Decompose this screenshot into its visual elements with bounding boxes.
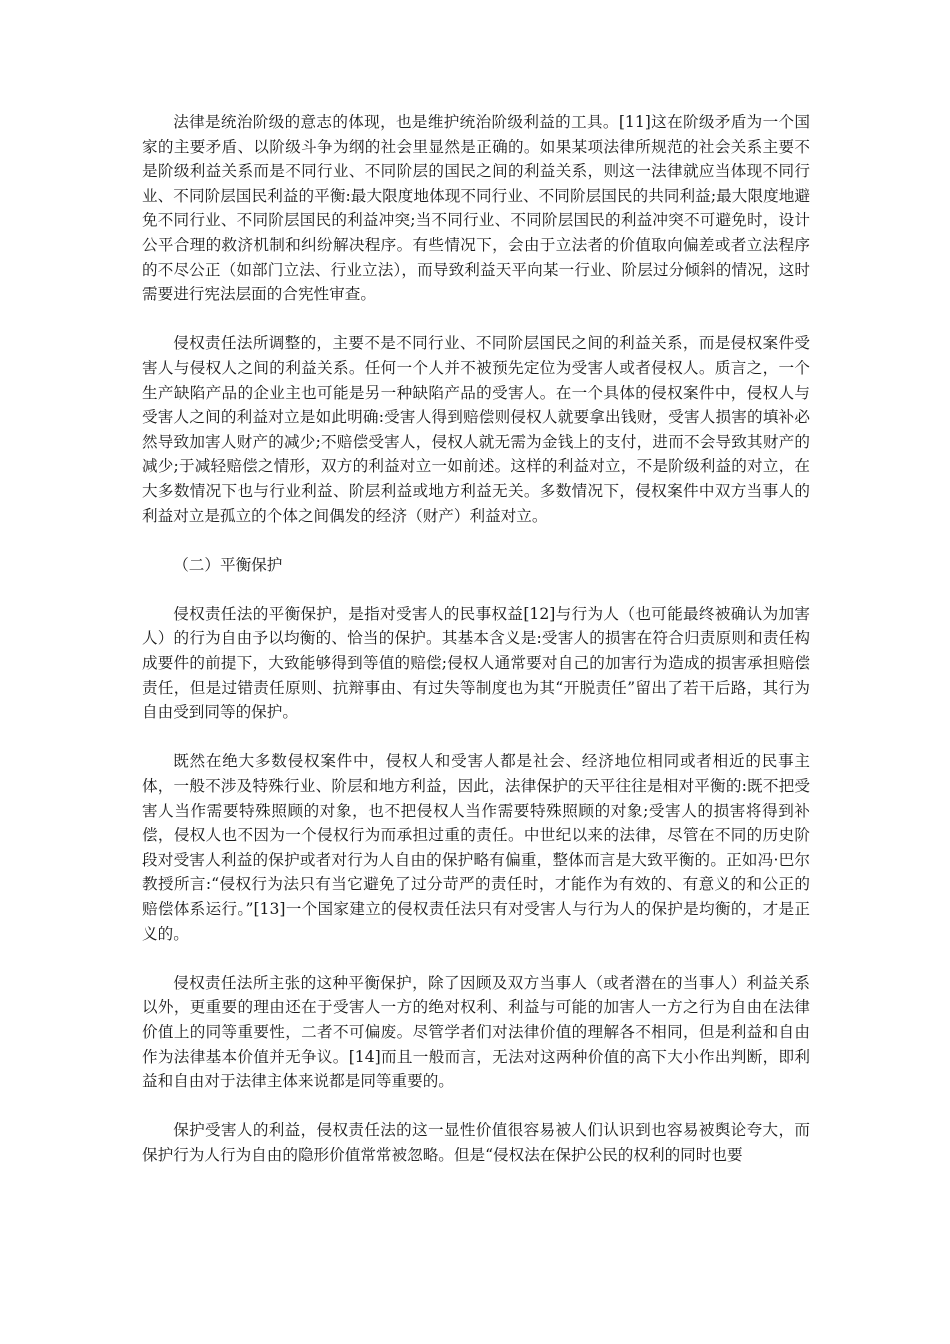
paragraph-1: 法律是统治阶级的意志的体现，也是维护统治阶级利益的工具。[11]这在阶级矛盾为一个国家的主要矛盾、以阶级斗争为纲的社会里显然是正确的。如果某项法律所规范的社会关系主要不是阶级利益关系而是不同行业、不同阶层的国民之间的利益关系，则这一法律就应当体现不同行业、不同阶层国民利益的平衡:最大限度地体现不同行业、不同阶层国民的共同利益;最大限度地避免不同行业、不同阶层国民的利益冲突;当不同行业、不同阶层国民的利益冲突不可避免时，设计公平合理的救济机制和纠纷解决程序。有些情况下，会由于立法者的价值取向偏差或者立法程序的不尽公正（如部门立法、行业立法），而导致利益天平向某一行业、阶层过分倾斜的情况，这时需要进行宪法层面的合宪性审查。 xyxy=(142,113,810,304)
paragraph-6: 保护受害人的利益，侵权责任法的这一显性价值很容易被人们认识到也容易被舆论夸大，而保护行为人行为自由的隐形价值常常被忽略。但是“侵权法在保护公民的权利的同时也要 xyxy=(142,1121,810,1164)
paragraph-3: 侵权责任法的平衡保护，是指对受害人的民事权益[12]与行为人（也可能最终被确认为加害人）的行为自由予以均衡的、恰当的保护。其基本含义是:受害人的损害在符合归责原则和责任构成要件的前提下，大致能够得到等值的赔偿;侵权人通常要对自己的加害行为造成的损害承担赔偿责任，但是过错责任原则、抗辩事由、有过失等制度也为其“开脱责任”留出了若干后路，其行为自由受到同等的保护。 xyxy=(142,604,810,722)
paragraph-2: 侵权责任法所调整的，主要不是不同行业、不同阶层国民之间的利益关系，而是侵权案件受害人与侵权人之间的利益关系。任何一个人并不被预先定位为受害人或者侵权人。质言之，一个生产缺陷产品的企业主也可能是另一种缺陷产品的受害人。在一个具体的侵权案件中，侵权人与受害人之间的利益对立是如此明确:受害人得到赔偿则侵权人就要拿出钱财，受害人损害的填补必然导致加害人财产的减少;不赔偿受害人，侵权人就无需为金钱上的支付，进而不会导致其财产的减少;于减轻赔偿之情形，双方的利益对立一如前述。这样的利益对立，不是阶级利益的对立，在大多数情况下也与行业利益、阶层利益或地方利益无关。多数情况下，侵权案件中双方当事人的利益对立是孤立的个体之间偶发的经济（财产）利益对立。 xyxy=(142,334,810,525)
document-page xyxy=(142,110,810,1192)
paragraph-4: 既然在绝大多数侵权案件中，侵权人和受害人都是社会、经济地位相同或者相近的民事主体，一般不涉及特殊行业、阶层和地方利益，因此，法律保护的天平往往是相对平衡的:既不把受害人当作需要特殊照顾的对象，也不把侵权人当作需要特殊照顾的对象;受害人的损害将得到补偿，侵权人也不因为一个侵权行为而承担过重的责任。中世纪以来的法律，尽管在不同的历史阶段对受害人利益的保护或者对行为人自由的保护略有偏重，整体而言是大致平衡的。正如冯·巴尔教授所言:“侵权行为法只有当它避免了过分苛严的责任时，才能作为有效的、有意义的和公正的赔偿体系运行。”[13]一个国家建立的侵权责任法只有对受害人与行为人的保护是均衡的，才是正义的。 xyxy=(142,752,810,943)
paragraph-5: 侵权责任法所主张的这种平衡保护，除了因顾及双方当事人（或者潜在的当事人）利益关系以外，更重要的理由还在于受害人一方的绝对权利、利益与可能的加害人一方之行为自由在法律价值上的同等重要性，二者不可偏废。尽管学者们对法律价值的理解各不相同，但是利益和自由作为法律基本价值并无争议。[14]而且一般而言，无法对这两种价值的高下大小作出判断，即利益和自由对于法律主体来说都是同等重要的。 xyxy=(142,973,810,1091)
section-heading: （二）平衡保护 xyxy=(173,555,283,574)
